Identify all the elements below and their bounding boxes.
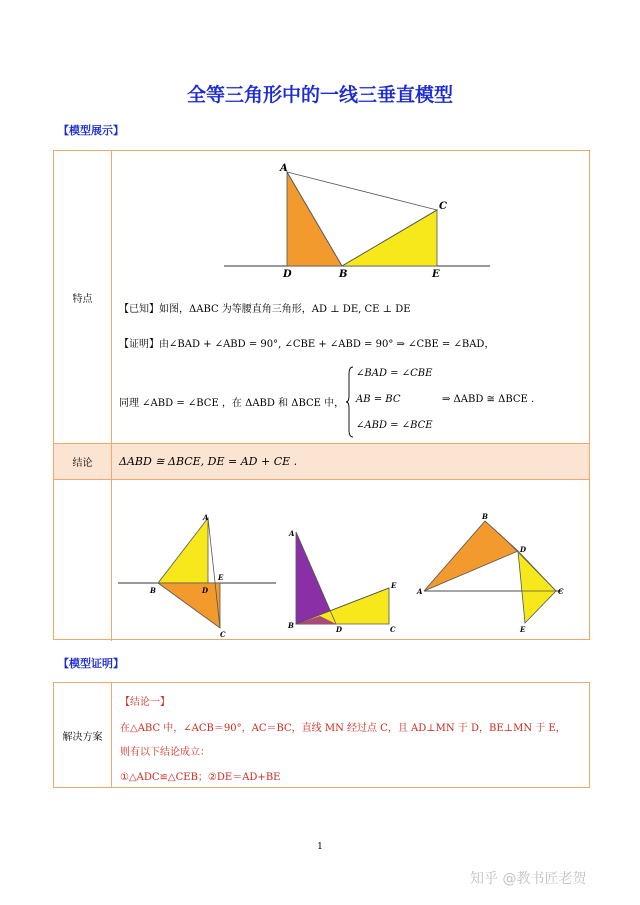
solution-line-2: 则有以下结论成立： <box>120 747 210 758</box>
v1-label-b: B <box>150 586 156 595</box>
proof-prefix: 同理 ∠ABD = ∠BCE ，在 ΔABD 和 ΔBCE 中， <box>119 398 345 409</box>
section-label-model-display: 【模型展示】 <box>58 124 124 137</box>
main-figure <box>224 159 494 284</box>
variant-figure-2 <box>286 524 406 634</box>
model-table <box>53 150 590 640</box>
page-number: 1 <box>317 842 323 852</box>
label-d: D <box>283 269 292 280</box>
v2-label-a: A <box>289 529 295 538</box>
solution-heading: 【结论一】 <box>120 697 170 708</box>
solution-line-1: 在△ABC 中，∠ACB＝90°，AC＝BC，直线 MN 经过点 C，且 AD⊥MN 于 D，BE⊥MN 于 E， <box>120 723 566 734</box>
v2-label-b: B <box>288 621 294 630</box>
page-title: 全等三角形中的一线三垂直模型 <box>186 84 453 106</box>
features-row-label: 特点 <box>54 151 112 443</box>
label-c: C <box>439 201 447 212</box>
brace-line-1: ∠BAD = ∠CBE <box>356 368 433 379</box>
label-e: E <box>432 269 440 280</box>
proof-result: ⇒ ΔABD ≅ ΔBCE . <box>442 394 535 405</box>
v3-label-c: C <box>558 587 564 596</box>
variants-row-label-empty <box>54 480 112 641</box>
variant-figure-1 <box>118 510 278 638</box>
solution-line-3: ①△ADC≌△CEB；②DE＝AD+BE <box>120 772 281 783</box>
v2-label-d: D <box>336 625 343 634</box>
v3-label-a: A <box>417 587 423 596</box>
v3-label-d: D <box>520 545 527 554</box>
v1-label-e: E <box>218 573 224 582</box>
brace-line-2: AB = BC <box>356 394 401 405</box>
variant-figure-3 <box>416 510 576 635</box>
v2-label-e: E <box>391 581 397 590</box>
solution-row-label: 解决方案 <box>54 683 112 787</box>
v3-label-e: E <box>520 625 526 634</box>
section-label-model-proof: 【模型证明】 <box>58 657 124 670</box>
v2-label-c: C <box>390 625 396 634</box>
conclusion-row-label: 结论 <box>54 444 112 479</box>
label-a: A <box>280 163 288 174</box>
known-text: 【已知】如图，ΔABC 为等腰直角三角形，AD ⊥ DE, CE ⊥ DE <box>119 304 411 315</box>
watermark: 知乎 @教书匠老贺 <box>470 871 587 887</box>
solution-table <box>53 682 590 788</box>
brace-line-3: ∠ABD = ∠BCE <box>356 420 433 431</box>
conclusion-text: ΔABD ≅ ΔBCE, DE = AD + CE . <box>119 455 298 468</box>
v1-label-a: A <box>203 513 209 522</box>
v3-label-b: B <box>482 512 488 521</box>
features-row <box>54 151 589 443</box>
v1-label-d: D <box>202 586 209 595</box>
conclusion-row <box>54 443 589 479</box>
label-b: B <box>339 269 348 280</box>
proof-line-1: 【证明】由∠BAD + ∠ABD = 90°, ∠CBE + ∠ABD = 90° ⇒ ∠CBE = ∠BAD， <box>119 339 495 350</box>
variants-row <box>54 479 589 641</box>
v1-label-c: C <box>220 630 226 638</box>
